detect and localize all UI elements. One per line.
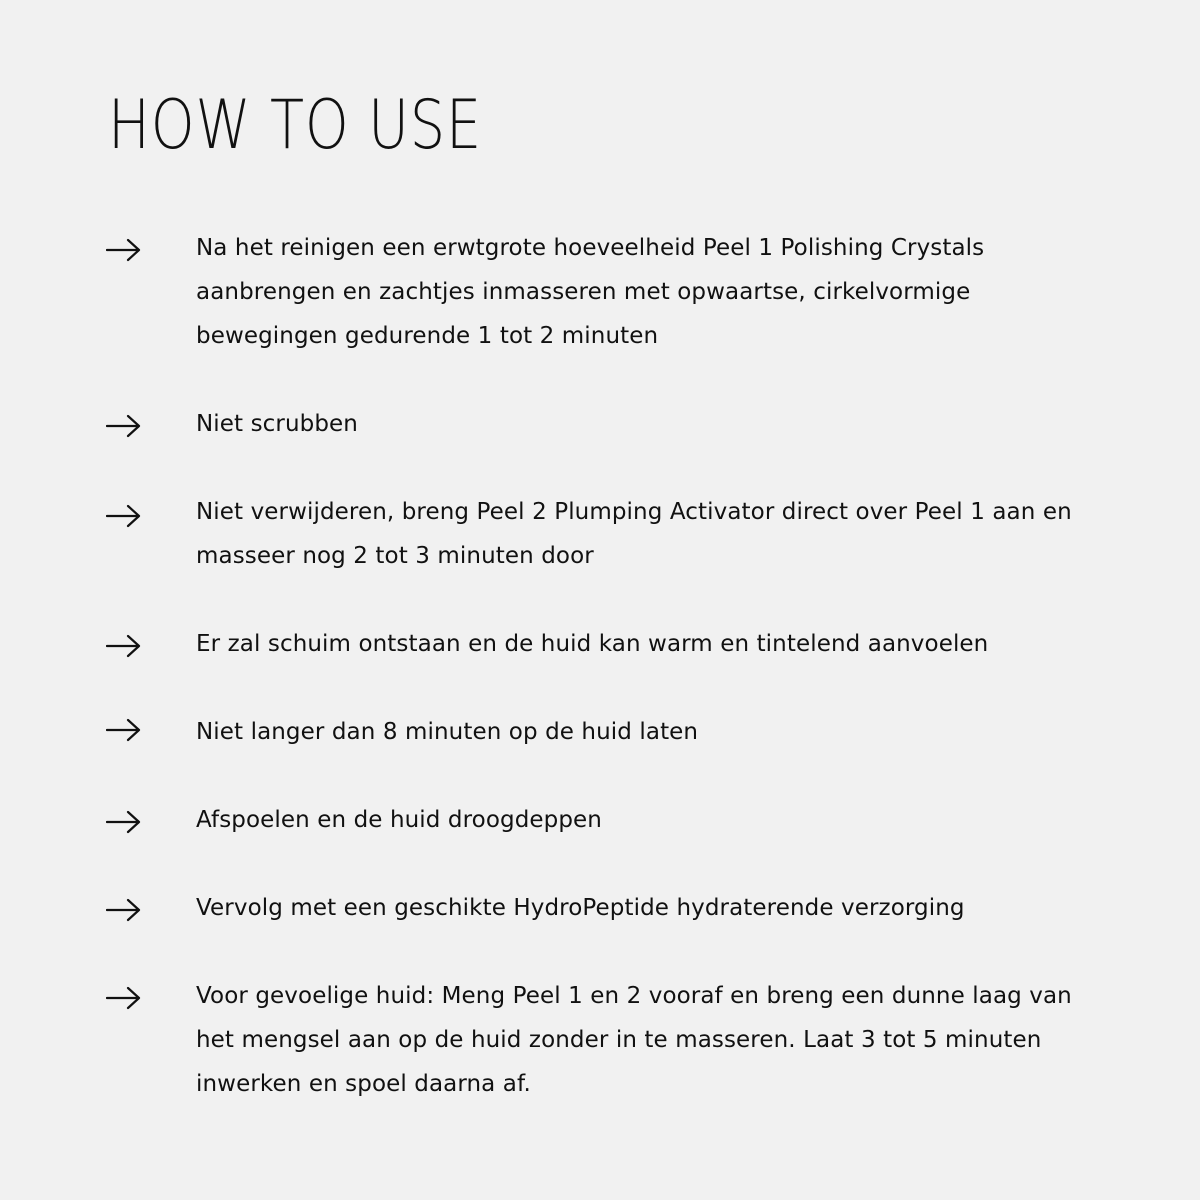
step-text: Vervolg met een geschikte HydroPeptide hydraterende verzorging	[196, 895, 965, 921]
arrow-right-icon	[106, 634, 142, 658]
arrow-right-icon	[106, 898, 142, 922]
arrow-right-icon	[106, 986, 142, 1010]
arrow-right-icon	[106, 810, 142, 834]
arrow-right-icon	[106, 718, 142, 742]
step-text: Voor gevoelige huid: Meng Peel 1 en 2 vooraf en breng een dunne laag van het mengsel aan op de huid zonder in te masseren. Laat 3 tot 5 minuten inwerken en spoel daarna af.	[196, 983, 1072, 1097]
step-text: Afspoelen en de huid droogdeppen	[196, 807, 602, 833]
step-text: Niet verwijderen, breng Peel 2 Plumping Activator direct over Peel 1 aan en masseer nog 2 tot 3 minuten door	[196, 499, 1072, 569]
arrow-right-icon	[106, 238, 142, 262]
step-text: Er zal schuim ontstaan en de huid kan warm en tintelend aanvoelen	[196, 631, 989, 657]
step-text: Niet scrubben	[196, 411, 358, 437]
page-title: HOW TO USE	[108, 86, 482, 165]
step-text: Na het reinigen een erwtgrote hoeveelheid Peel 1 Polishing Crystals aanbrengen en zachtjes inmasseren met opwaartse, cirkelvormige bewegingen gedurende 1 tot 2 minuten	[196, 235, 985, 349]
step-text: Niet langer dan 8 minuten op de huid laten	[196, 719, 699, 745]
arrow-right-icon	[106, 414, 142, 438]
arrow-right-icon	[106, 504, 142, 528]
